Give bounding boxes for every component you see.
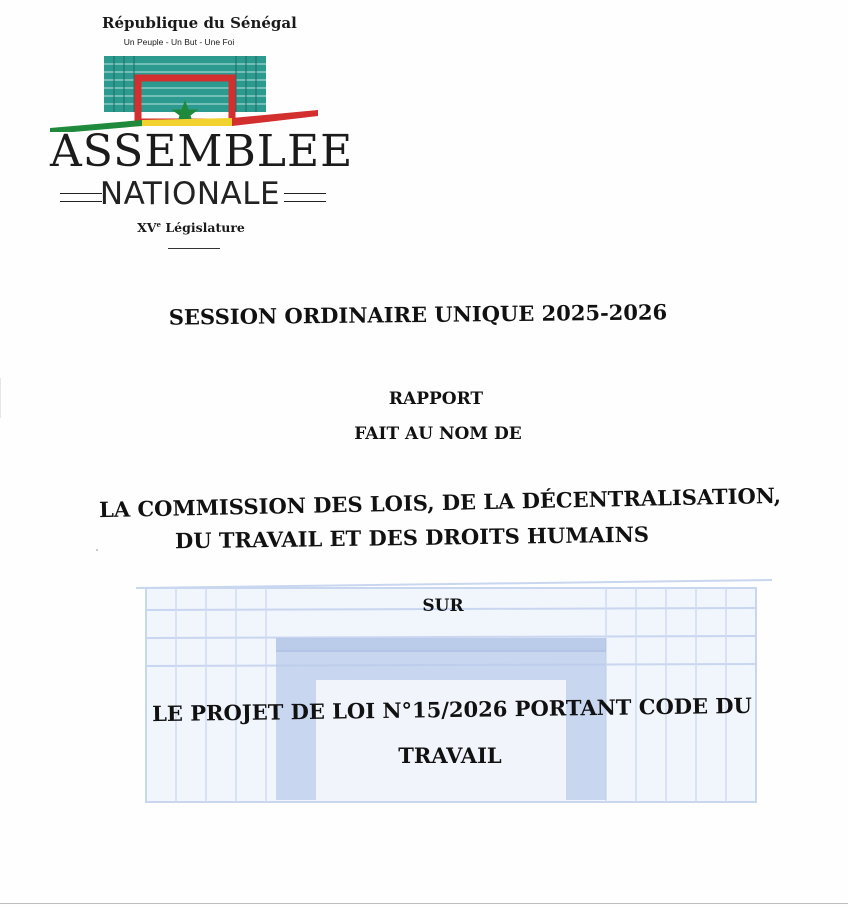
parliament-building-icon [48,50,328,132]
legislature-superscript: e [156,220,161,229]
session-heading: SESSION ORDINAIRE UNIQUE 2025-2026 [168,299,668,330]
scan-edge-mark [0,378,1,418]
page-bottom-edge [0,903,848,904]
decorative-double-line-right [284,193,326,202]
projet-de-loi-line-1: LE PROJET DE LOI N°15/2026 PORTANT CODE DU [151,692,752,727]
legislature-label [136,220,246,235]
legislature-underline [168,248,220,249]
commission-line-1: LA COMMISSION DES LOIS, DE LA DÉCENTRALISATION, [98,482,782,523]
legislature-word: Législature [165,220,245,236]
nationale-row [54,176,326,216]
republic-motto: Un Peuple - Un But - Une Foi [123,37,235,47]
legislature-roman: XV [137,220,157,236]
republic-title: République du Sénégal [102,14,297,32]
nationale-wordmark: NATIONALE [99,176,281,212]
assemblee-wordmark: ASSEMBLEE [50,126,354,177]
projet-de-loi-line-2: TRAVAIL [398,743,502,768]
scan-speck [96,549,98,551]
rapport-heading: RAPPORT [388,389,484,409]
assemblee-nationale-logo [48,8,354,248]
fait-au-nom-de: FAIT AU NOM DE [354,424,522,444]
sur-label: SUR [422,596,464,616]
commission-line-2: DU TRAVAIL ET DES DROITS HUMAINS [174,521,650,554]
